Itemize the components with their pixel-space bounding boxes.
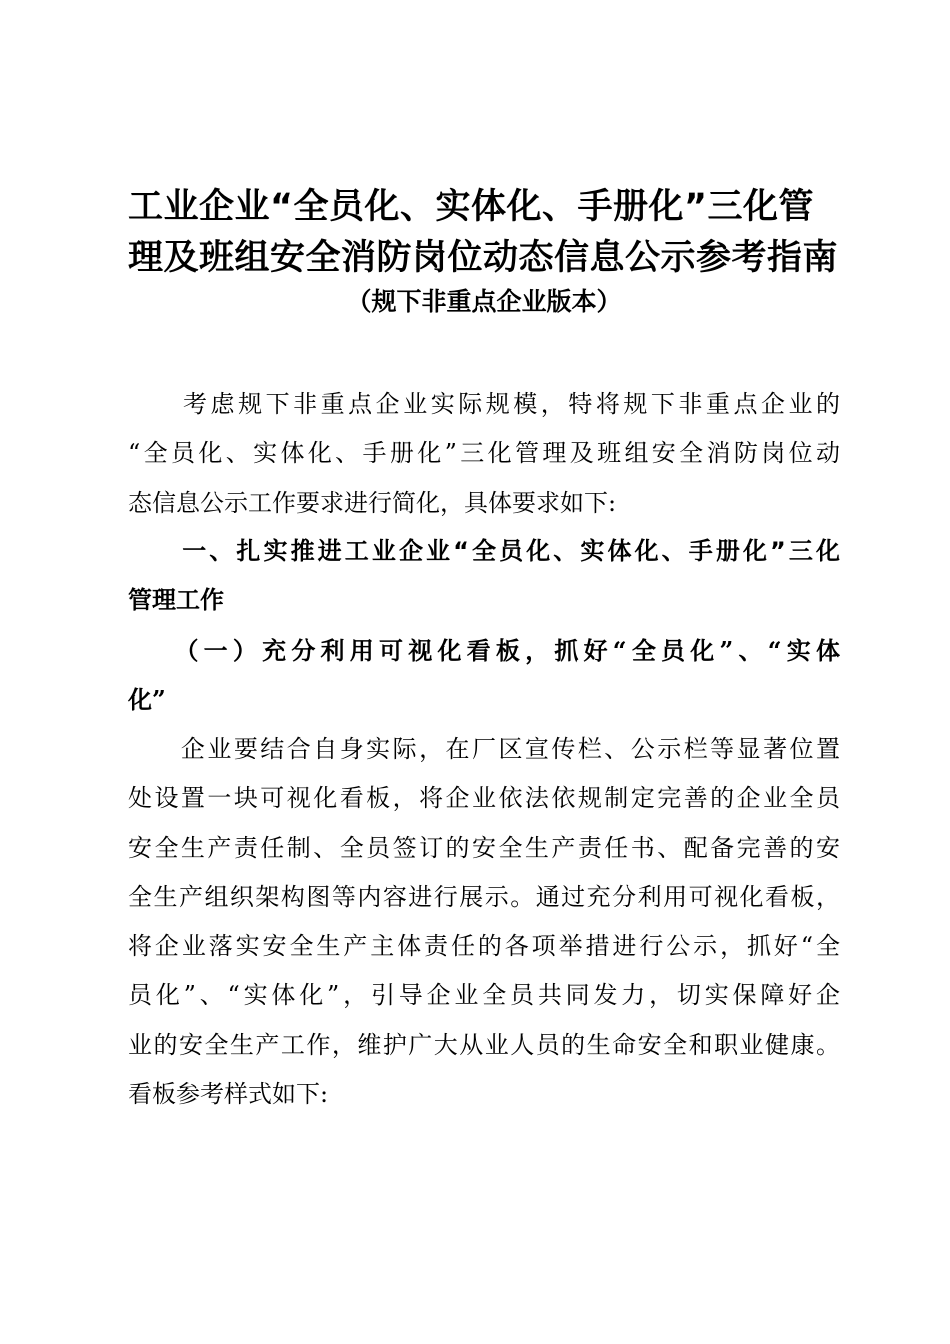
- document-title-line-2: 理及班组安全消防岗位动态信息公示参考指南: [128, 238, 839, 278]
- intro-paragraph: [128, 380, 840, 528]
- body-line: 员化”、“实体化”，引导企业全员共同发力，切实保障好企: [128, 981, 840, 1010]
- document-title-line-1: 工业企业“全员化、实体化、手册化”三化管: [128, 187, 815, 227]
- subsection-1-heading-line: （一）充分利用可视化看板，抓好“全员化”、“实体: [128, 636, 840, 665]
- body-line: 全生产组织架构图等内容进行展示。通过充分利用可视化看板，: [128, 882, 840, 911]
- body-line: 安全生产责任制、全员签订的安全生产责任书、配备完善的安: [128, 833, 840, 862]
- intro-line: “全员化、实体化、手册化”三化管理及班组安全消防岗位动: [128, 439, 840, 468]
- intro-line: 考虑规下非重点企业实际规模，特将规下非重点企业的: [128, 390, 840, 418]
- body-line: 业的安全生产工作，维护广大从业人员的生命安全和职业健康。: [128, 1030, 840, 1059]
- intro-line: 态信息公示工作要求进行简化，具体要求如下:: [128, 488, 617, 517]
- body-line: 处设置一块可视化看板，将企业依法依规制定完善的企业全员: [128, 784, 840, 813]
- document-subtitle: （规下非重点企业版本）: [346, 287, 622, 316]
- section-1-heading-line: 一、扎实推进工业企业“全员化、实体化、手册化”三化: [128, 537, 840, 565]
- section-1-heading: [128, 527, 840, 626]
- subsection-1-heading-line: 化”: [128, 685, 166, 715]
- body-line: 将企业落实安全生产主体责任的各项举措进行公示，抓好“全: [128, 932, 840, 961]
- section-1-heading-line: 管理工作: [128, 586, 224, 615]
- body-paragraph: [128, 725, 840, 1119]
- subsection-1-heading: [128, 626, 840, 725]
- body-line: 企业要结合自身实际，在厂区宣传栏、公示栏等显著位置: [128, 735, 840, 763]
- body-line: 看板参考样式如下:: [128, 1080, 329, 1109]
